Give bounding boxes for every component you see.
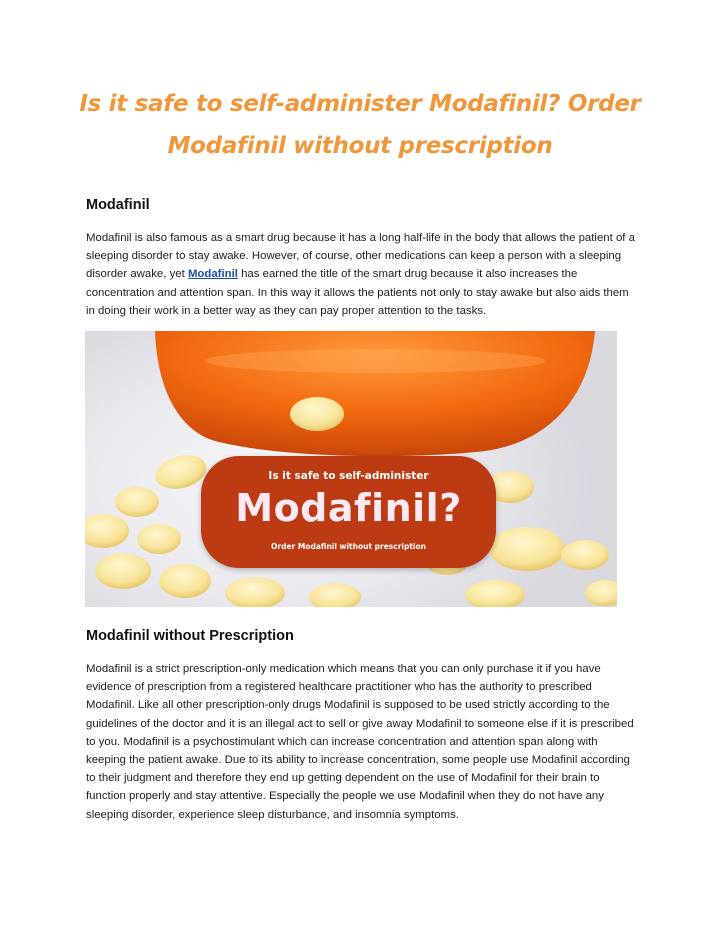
paragraph-text-part: has earned the title of the smart drug because it also increases the concentration and attention span. In this way it allows the patients not only to stay awake but also aids them in doing their work in a better way as they can pay proper attention to the tasks. (86, 268, 629, 317)
hero-badge (201, 456, 496, 568)
hero-line-3: Order Modafinil without prescription (271, 542, 426, 551)
hero-line-2: Modafinil? (235, 486, 462, 530)
paragraph-text-part: Modafinil is also famous as a smart drug because it has a long half-life in the body that allows the patient of a sleeping disorder to stay awake. However, of course, other medications can keep a person with a sleeping disorder awake, yet (86, 232, 635, 281)
modafinil-link[interactable]: Modafinil (187, 268, 238, 281)
section-paragraph-modafinil (86, 229, 638, 320)
section-paragraph-without-prescription: Modafinil is a strict prescription-only medication which means that you can only purchase it if you have evidence of prescription from a registered healthcare practitioner who has the authority to prescribed Modafinil. Like all other prescription-only drugs Modafinil is supposed to be used strictly according to the guidelines of the doctor and it is an illegal act to sell or give away Modafinil to someone else if it is prescribed to you. Modafinil is a psychostimulant which can increase concentration and attention span along with keeping the patient awake. Due to its ability to increase concentration, some people use Modafinil according to their judgment and therefore they end up getting dependent on the use of Modafinil for their brain to function properly and stay attentive. Especially the people we use Modafinil when they do not have any sleeping disorder, experience sleep disturbance, and insomnia symptoms. (86, 663, 634, 821)
section-heading-modafinil: Modafinil (86, 197, 150, 213)
page-title: Is it safe to self-administer Modafinil? Order Modafinil without prescription (79, 91, 641, 159)
hero-line-1: Is it safe to self-administer (268, 470, 429, 482)
section-heading-without-prescription: Modafinil without Prescription (86, 628, 294, 644)
hero-image (85, 331, 617, 607)
